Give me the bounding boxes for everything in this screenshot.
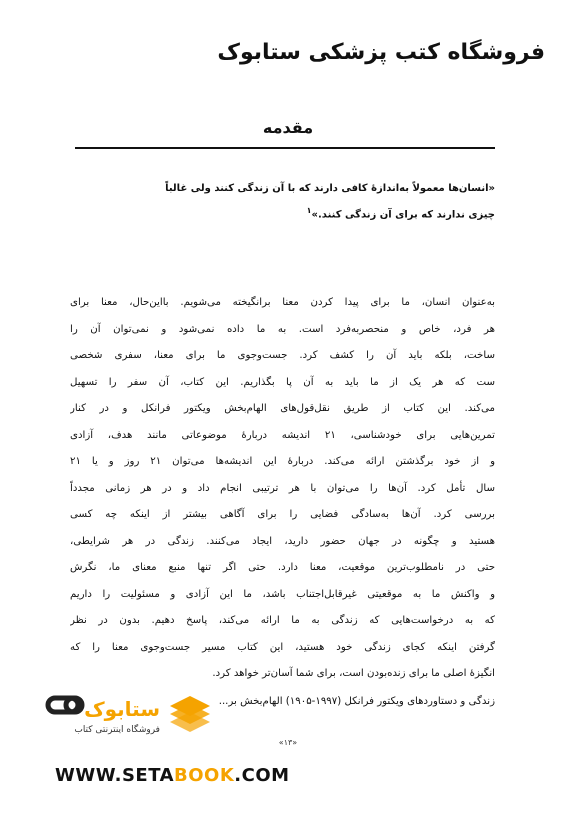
body-line: هستید و چگونه در جهان حضور دارید، ایجاد می‌کنند. زندگی در هر شرایطی، [70, 535, 495, 547]
setabook-logo [40, 688, 240, 748]
body-line: تمرین‌هایی برای خودشناسی، ۲۱ اندیشه دربارهٔ موضوعاتی مانند هدف، آزادی [70, 429, 495, 441]
logo-brand-text: ستابوک [84, 697, 160, 721]
body-line: می‌کند. این کتاب از طریق نقل‌قول‌های الهام‌بخش ویکتور فرانکل و در کنار [70, 403, 495, 414]
logo-icon [48, 698, 82, 712]
epigraph-quote [150, 178, 495, 226]
url-prefix: WWW. [55, 765, 122, 786]
logo-tagline: فروشگاه اینترنتی کتاب [74, 725, 160, 735]
page-number: «۱۳» [278, 738, 298, 747]
chapter-title: مقدمه [262, 118, 314, 137]
epigraph-line-2 [150, 200, 495, 226]
epigraph-line-2-text: چیزی ندارند که برای آن زندگی کنند.» [311, 209, 495, 221]
body-line: هر فرد، خاص و منحصربه‌فرد است. به ما داده نمی‌شود و نمی‌توان آن را [70, 323, 495, 335]
body-line: سال تأمل کرد. آن‌ها را می‌توان با هر ترتیبی انجام داد و در هر زمانی مجدداً [70, 482, 495, 494]
body-line: بررسی کرد. آن‌ها به‌سادگی فضایی را برای آگاهی بیشتر از اینکه چه کسی [70, 509, 495, 520]
watermark-url [55, 765, 290, 786]
body-line: که به درخواست‌هایی که زندگی به ما ارائه می‌کند، پاسخ دهیم. بدون در نظر [70, 615, 495, 626]
url-brand: SETABOOK [121, 765, 235, 786]
epigraph-line-1: «انسان‌ها معمولاً به‌اندازهٔ کافی دارند که با آن زندگی کنند ولی غالباً [165, 183, 495, 194]
body-line: به‌عنوان انسان، ما برای پیدا کردن معنا برانگیخته می‌شویم. بااین‌حال، معنا برای [70, 297, 495, 308]
body-line: حتی در نامطلوب‌ترین موقعیت، معنا دارد. حتی اگر تنها منبع معنای ما، نگرش [70, 562, 495, 573]
body-line: و از خود برگذشتن ارائه می‌کند. دربارهٔ این اندیشه‌ها می‌توان ۲۱ روز و یا ۲۱ [70, 456, 495, 467]
books-icon [170, 696, 210, 732]
body-line: ساخت، بلکه باید آن را کشف کرد. جست‌وجوی ما برای معنا، سفری شخصی [70, 350, 495, 361]
footnote-mark: ۱ [306, 206, 312, 215]
title-divider [75, 147, 495, 149]
body-line: گرفتن اینکه کجای زندگی خود هستید، این کتاب مسیر جست‌وجوی معنا را که [70, 641, 495, 653]
body-line: و واکنش ما به موقعیتی غیرقابل‌اجتناب باشد، ما این آزادی و مسئولیت را داریم [70, 588, 495, 600]
store-header-title: فروشگاه کتب پزشکی ستابوک [217, 40, 545, 65]
body-line: انگیزهٔ اصلی ما برای زنده‌بودن است، برای شما آسان‌تر خواهد کرد. [212, 668, 495, 679]
body-line: ست که هر یک از ما باید به آن پا بگذاریم. این کتاب، آن سفر را تسهیل [70, 376, 495, 388]
url-suffix: .COM [234, 765, 290, 786]
trailing-line: زندگی و دستاوردهای ویکتور فرانکل (۱۹۹۷-۱۹۰۵) الهام‌بخش بر... [218, 696, 495, 707]
body-paragraph [70, 290, 495, 688]
